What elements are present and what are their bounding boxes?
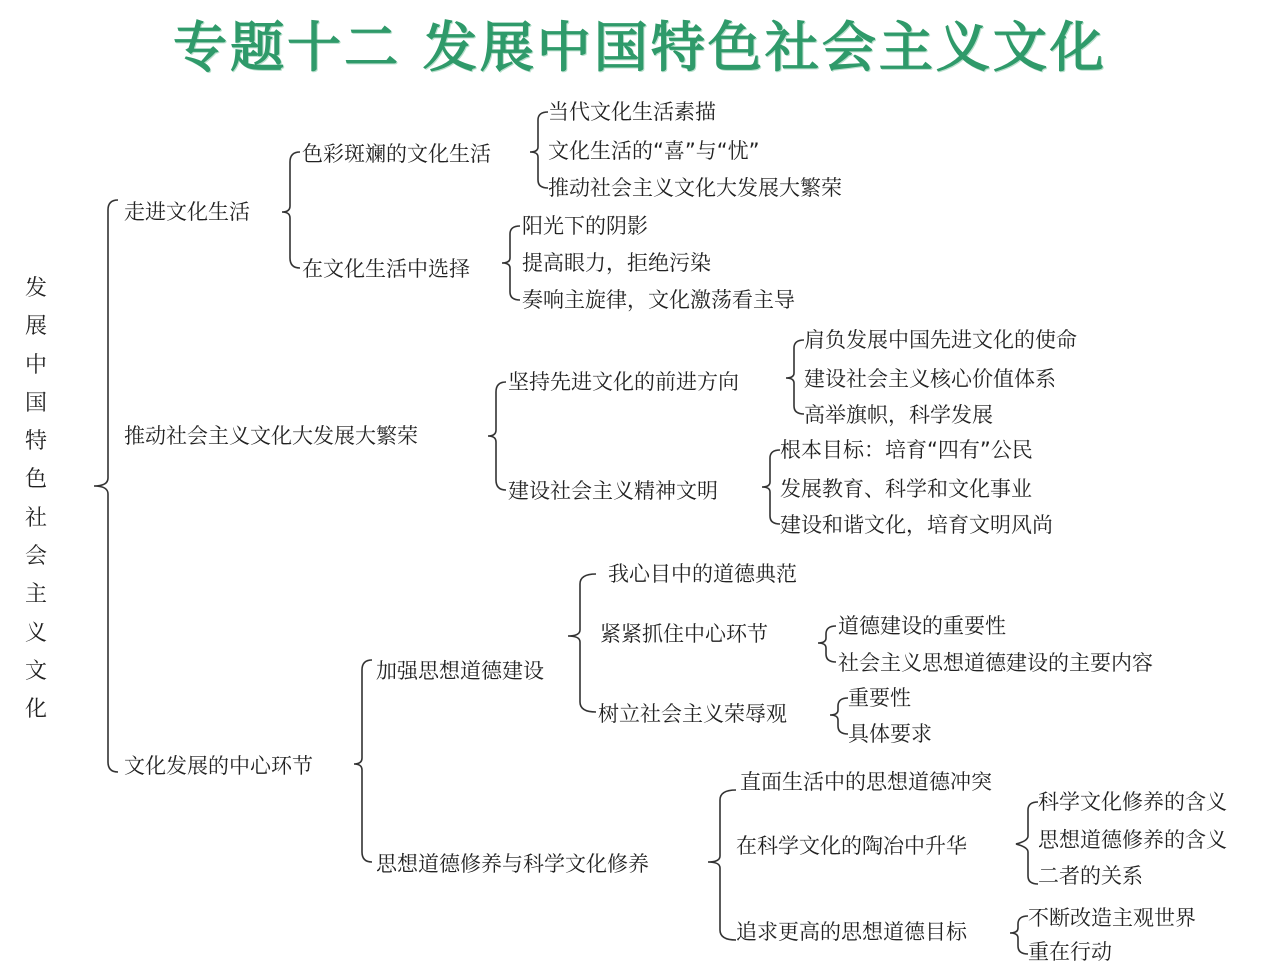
leaf-moral-model: 我心目中的道德典范 — [608, 562, 797, 586]
node-spiritual-civilization: 建设社会主义精神文明 — [508, 479, 718, 503]
leaf-importance: 重要性 — [848, 686, 911, 710]
bracket-n3 — [354, 660, 372, 862]
node-strengthen-moral-construction: 加强思想道德建设 — [376, 659, 544, 683]
node-grasp-central-link: 紧紧抓住中心环节 — [600, 622, 768, 646]
bracket-n3-1-2 — [818, 626, 836, 662]
page-title: 专题十二 发展中国特色社会主义文化 — [173, 16, 1107, 79]
root-node-label: 发 展 中 国 特 色 社 会 主 义 文 化 — [24, 276, 47, 723]
node-honor-disgrace-view: 树立社会主义荣辱观 — [598, 702, 787, 726]
bracket-n3-1 — [568, 574, 596, 712]
bracket-n2-2 — [762, 450, 780, 524]
leaf-specific-requirements: 具体要求 — [848, 722, 932, 746]
leaf-develop-education: 发展教育、科学和文化事业 — [780, 477, 1032, 501]
leaf-improve-vision: 提高眼力，拒绝污染 — [522, 251, 711, 275]
node-colorful-cultural-life: 色彩斑斓的文化生活 — [302, 142, 491, 166]
node-promote-cultural-prosperity: 推动社会主义文化大发展大繁荣 — [124, 424, 418, 448]
bracket-n3-1-3 — [830, 698, 848, 734]
bracket-n1-2 — [502, 226, 520, 300]
bracket-root — [94, 200, 118, 772]
leaf-hold-banner: 高举旗帜，科学发展 — [804, 403, 993, 427]
leaf-joys-and-worries: 文化生活的“喜”与“忧” — [548, 139, 760, 163]
leaf-harmonious-culture: 建设和谐文化，培育文明风尚 — [780, 513, 1053, 537]
leaf-face-moral-conflicts: 直面生活中的思想道德冲突 — [740, 770, 992, 794]
bracket-n2-1 — [786, 340, 804, 414]
node-choose-in-cultural-life: 在文化生活中选择 — [302, 257, 470, 281]
node-cultural-development-core: 文化发展的中心环节 — [124, 754, 313, 778]
leaf-shadow-under-sun: 阳光下的阴影 — [522, 214, 648, 238]
bracket-n1 — [282, 152, 300, 268]
bracket-n2 — [488, 382, 506, 490]
bracket-n3-2 — [708, 790, 736, 940]
leaf-core-value-system: 建设社会主义核心价值体系 — [804, 367, 1056, 391]
leaf-scientific-cultivation-meaning: 科学文化修养的含义 — [1038, 790, 1227, 814]
node-advanced-culture-direction: 坚持先进文化的前进方向 — [508, 370, 739, 394]
bracket-n3-2-3 — [1010, 916, 1028, 954]
leaf-emphasize-action: 重在行动 — [1028, 940, 1112, 964]
leaf-relationship: 二者的关系 — [1038, 864, 1143, 888]
leaf-main-melody: 奏响主旋律，文化激荡看主导 — [522, 288, 795, 312]
leaf-moral-cultivation-meaning: 思想道德修养的含义 — [1038, 828, 1227, 852]
leaf-moral-importance: 道德建设的重要性 — [838, 614, 1006, 638]
leaf-contemporary-life-sketch: 当代文化生活素描 — [548, 100, 716, 124]
leaf-mission: 肩负发展中国先进文化的使命 — [804, 328, 1077, 352]
leaf-main-content: 社会主义思想道德建设的主要内容 — [838, 651, 1153, 675]
node-sublimation: 在科学文化的陶冶中升华 — [736, 834, 967, 858]
bracket-n3-2-2 — [1016, 802, 1038, 884]
leaf-promote-prosperity: 推动社会主义文化大发展大繁荣 — [548, 176, 842, 200]
node-higher-moral-goal: 追求更高的思想道德目标 — [736, 920, 967, 944]
leaf-fundamental-goal: 根本目标：培育“四有”公民 — [780, 438, 1033, 462]
node-enter-cultural-life: 走进文化生活 — [124, 200, 250, 224]
bracket-n1-1 — [530, 112, 548, 188]
node-moral-and-scientific-cultivation: 思想道德修养与科学文化修养 — [376, 852, 649, 876]
leaf-transform-subjective-world: 不断改造主观世界 — [1028, 906, 1196, 930]
